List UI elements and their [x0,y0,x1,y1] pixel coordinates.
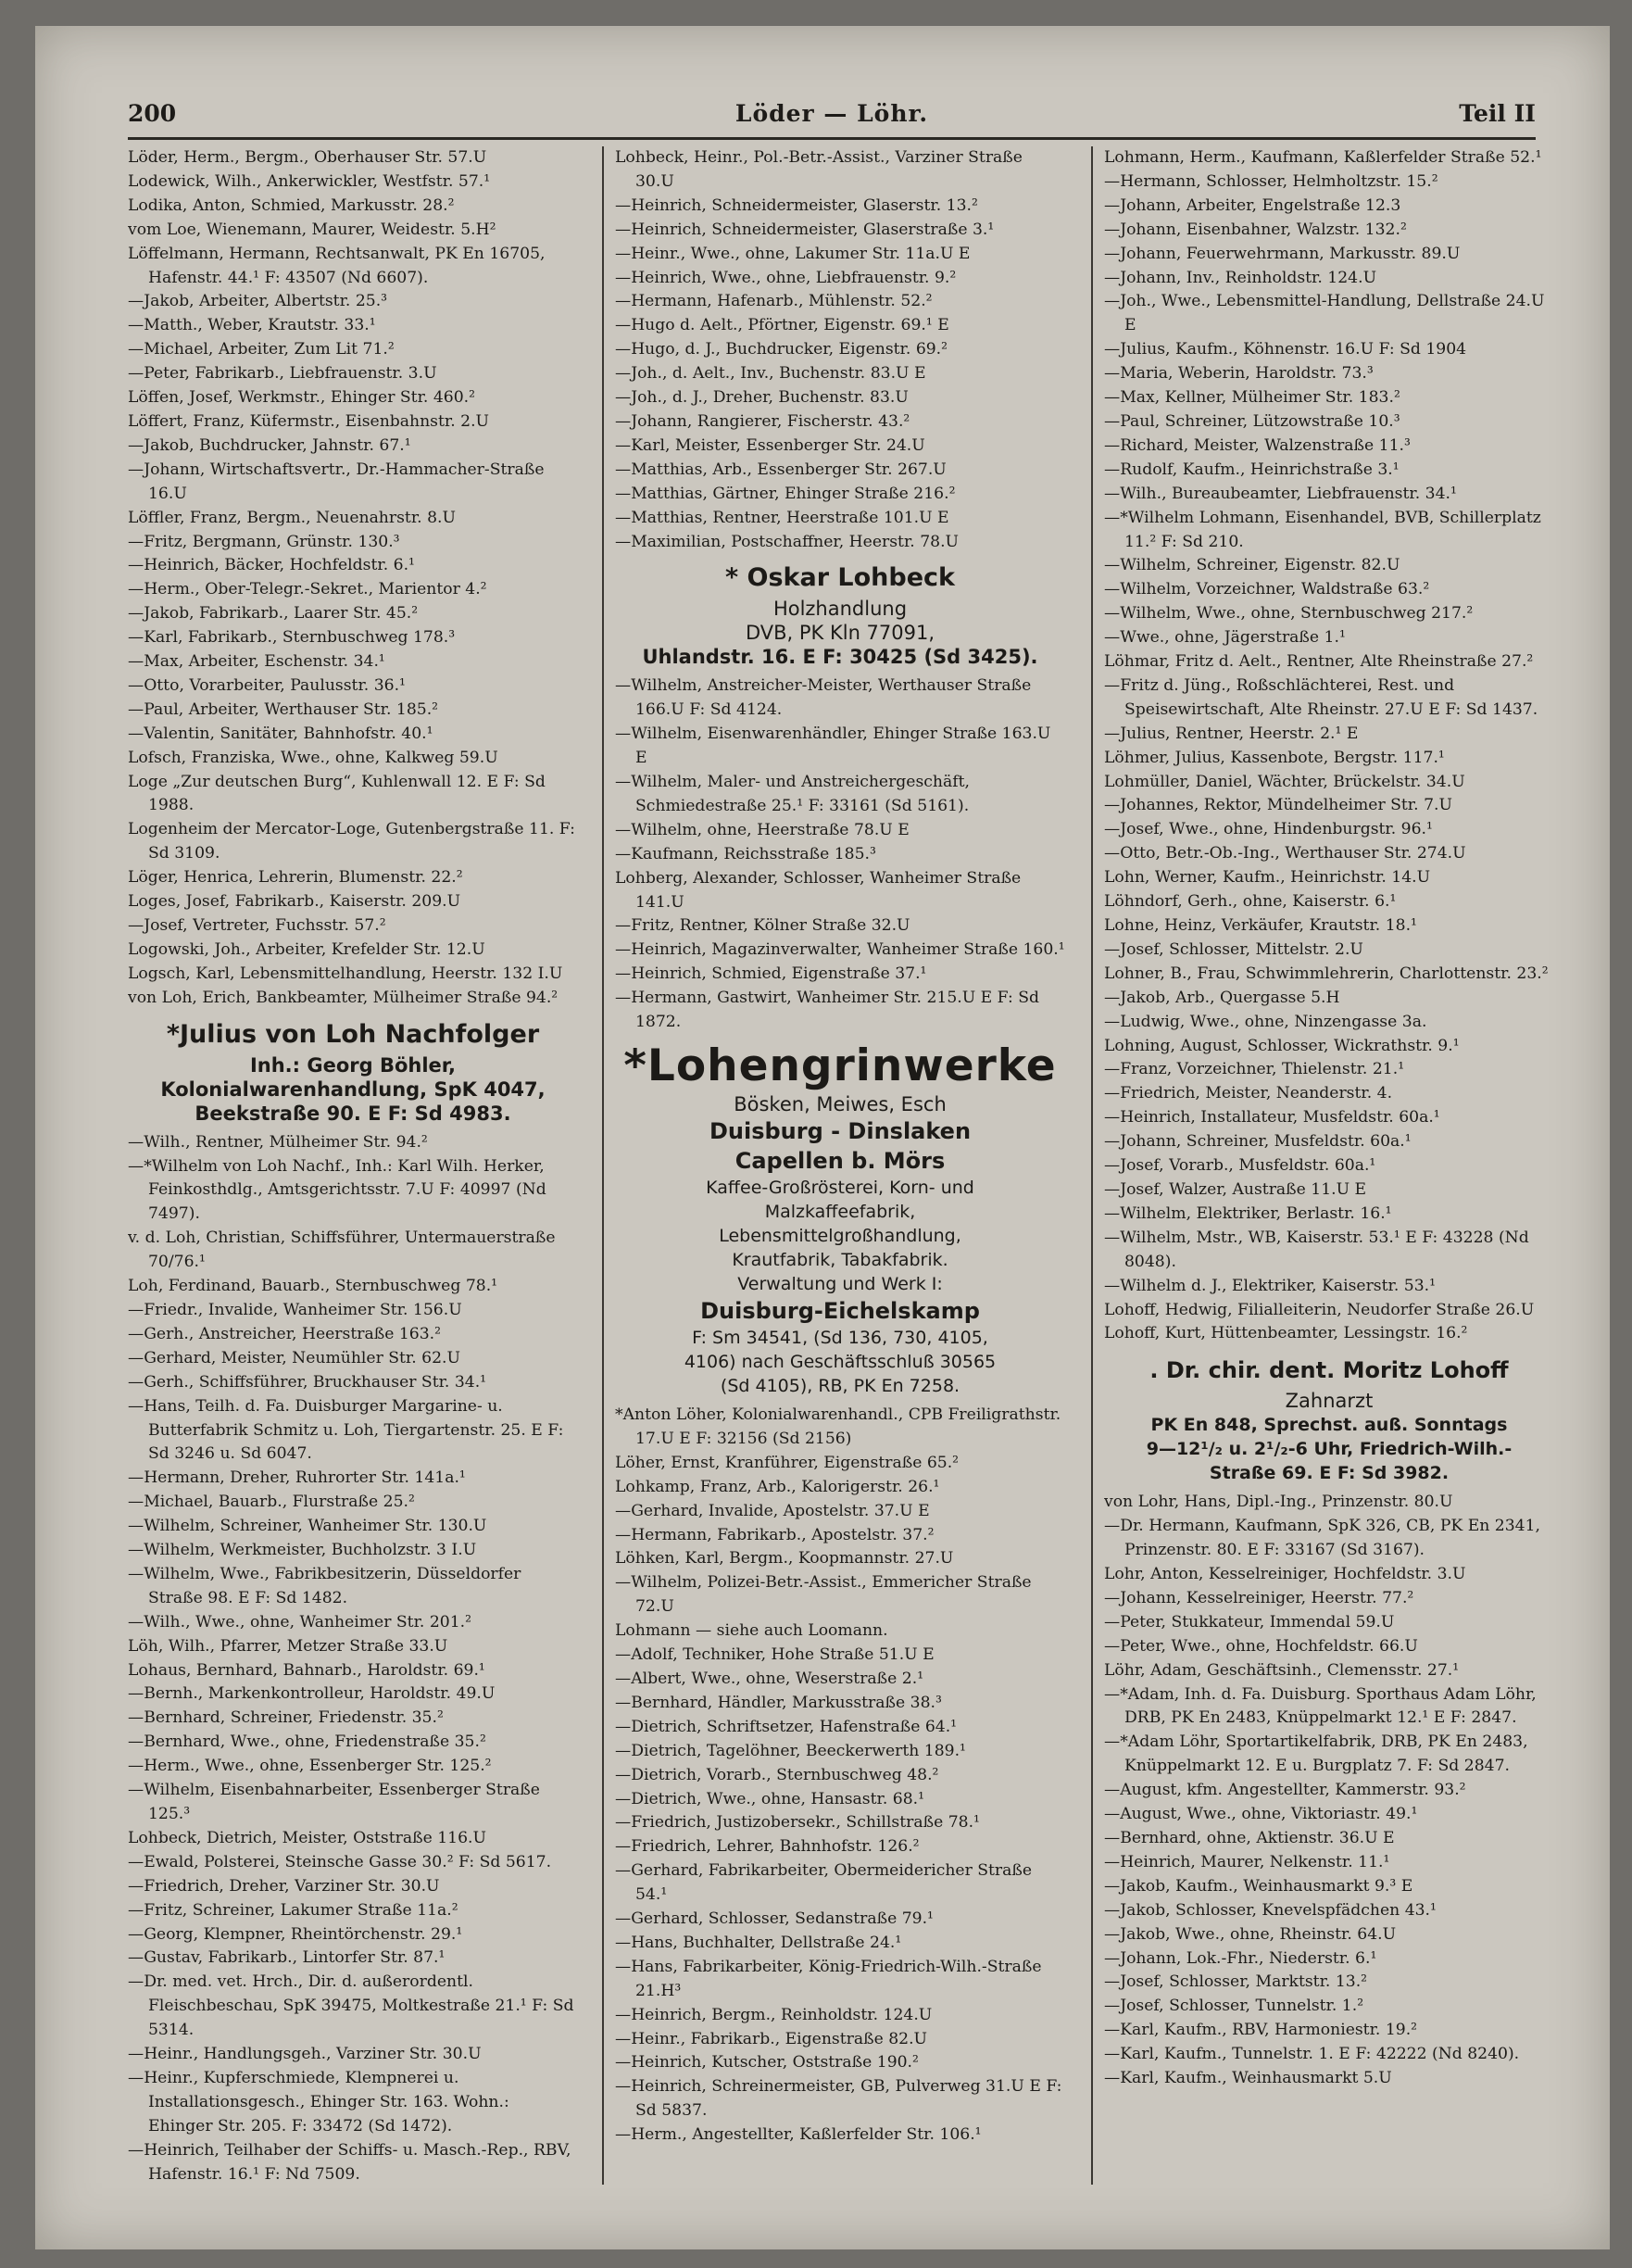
ad-line: Duisburg-Eichelskamp [700,1298,980,1324]
directory-entry: Lohoff, Kurt, Hüttenbeamter, Lessingstr. 16.² [1104,1324,1468,1343]
directory-entry: —Hermann, Dreher, Ruhrorter Str. 141a.¹ [128,1468,466,1488]
directory-entry: —Jakob, Fabrikarb., Laarer Str. 45.² [128,604,419,624]
directory-entry: Lofsch, Franziska, Wwe., ohne, Kalkweg 59.U [128,748,498,767]
directory-entry: —Maximilian, Postschaffner, Heerstr. 78.U [615,532,960,551]
directory-entry: —Heinr., Handlungsgeh., Varziner Str. 30.U [128,2045,482,2064]
directory-entry: —Jakob, Kaufm., Weinhausmarkt 9.³ E [1104,1876,1413,1896]
directory-entry: —Karl, Fabrikarb., Sternbuschweg 178.³ [128,628,456,648]
directory-entry: Logowski, Joh., Arbeiter, Krefelder Str. 12.U [128,939,485,959]
directory-entry: —Joh., d. Aelt., Inv., Buchenstr. 83.U E [615,364,926,384]
directory-entry: —Wilh., Bureaubeamter, Liebfrauenstr. 34.¹ [1104,484,1457,503]
directory-entry: —Wilhelm, Maler- und Anstreichergeschäft, Schmiedestraße 25.¹ F: 33161 (Sd 5161). [615,773,970,815]
directory-entry: —Johann, Wirtschaftsvertr., Dr.-Hammacher-Straße 16.U [128,460,545,503]
ad-oskar-lohbeck [615,560,1065,669]
directory-entry: —Matth., Weber, Krautstr. 33.¹ [128,316,376,335]
directory-entry: —Gerhard, Schlosser, Sedanstraße 79.¹ [615,1909,934,1929]
directory-entry: —Dietrich, Tagelöhner, Beeckerwerth 189.¹ [615,1741,966,1760]
directory-entry: —Hermann, Gastwirt, Wanheimer Str. 215.U E F: Sd 1872. [615,989,1040,1032]
directory-entry: Löder, Herm., Bergm., Oberhauser Str. 57.U [128,148,487,167]
directory-entry: —Dietrich, Vorarb., Sternbuschweg 48.² [615,1765,939,1784]
ad-moritz-lohoff [1104,1352,1554,1485]
directory-entry: —Bernhard, Wwe., ohne, Friedenstraße 35.² [128,1732,486,1752]
directory-entry: —Jakob, Arb., Quergasse 5.H [1104,988,1340,1007]
directory-entry: —Bernhard, Händler, Markusstraße 38.³ [615,1693,942,1712]
directory-entry: —Paul, Schreiner, Lützowstraße 10.³ [1104,411,1400,431]
directory-entry: —Friedrich, Justizobersekr., Schillstraße 78.¹ [615,1813,980,1833]
directory-entry: —Hans, Teilh. d. Fa. Duisburger Margarine- u. Butterfabrik Schmitz u. Loh, Tiergartenstr. 25. E F: Sd 3246 u. Sd 6047. [128,1396,564,1464]
directory-entry: Lohmann — siehe auch Loomann. [615,1621,888,1641]
directory-entry: —Matthias, Arb., Essenberger Str. 267.U [615,460,947,479]
directory-entry: —Friedrich, Dreher, Varziner Str. 30.U [128,1876,440,1896]
directory-entry: —Otto, Betr.-Ob.-Ing., Werthauser Str. 274.U [1104,844,1466,863]
ad-lohengrinwerke [615,1040,1065,1398]
directory-entry: —Heinrich, Teilhaber der Schiffs- u. Masch.-Rep., RBV, Hafenstr. 16.¹ F: Nd 7509. [128,2140,571,2184]
directory-entry: Lodika, Anton, Schmied, Markusstr. 28.² [128,195,455,215]
ad-line: Verwaltung und Werk I: [737,1274,943,1294]
directory-entry: —Kaufmann, Reichsstraße 185.³ [615,844,876,863]
directory-entry: —*Wilhelm Lohmann, Eisenhandel, BVB, Schillerplatz 11.² F: Sd 210. [1104,508,1541,551]
directory-entry: Lohner, B., Frau, Schwimmlehrerin, Charlottenstr. 23.² [1104,964,1549,983]
directory-entry: Löffen, Josef, Werkmstr., Ehinger Str. 460.² [128,388,475,408]
column-2-entries-c [615,1404,1065,2148]
ad-julius-von-loh [128,1016,578,1126]
ad-line: Zahnarzt [1285,1390,1374,1413]
ad-line: (Sd 4105), RB, PK En 7258. [720,1376,960,1396]
directory-entry: Lohmüller, Daniel, Wächter, Brückelstr. 34.U [1104,772,1465,791]
ad-line: Krautfabrik, Tabakfabrik. [732,1250,948,1270]
directory-entry: —Valentin, Sanitäter, Bahnhofstr. 40.¹ [128,724,433,743]
directory-entry: —Wilhelm, Mstr., WB, Kaiserstr. 53.¹ E F: 43228 (Nd 8048). [1104,1228,1529,1271]
directory-entry: —Fritz, Bergmann, Grünstr. 130.³ [128,532,400,551]
directory-entry: —Dietrich, Schriftsetzer, Hafenstraße 64.¹ [615,1717,958,1736]
header-rule [128,137,1536,140]
ad-line: Bösken, Meiwes, Esch [734,1093,947,1115]
directory-entry: —Wilhelm, Polizei-Betr.-Assist., Emmericher Straße 72.U [615,1573,1032,1617]
ad-line: PK En 848, Sprechst. auß. Sonntags [1150,1415,1508,1436]
directory-entry: Löger, Henrica, Lehrerin, Blumenstr. 22.² [128,868,463,888]
directory-entry: —Gerhard, Invalide, Apostelstr. 37.U E [615,1501,930,1520]
directory-entry: —Bernhard, Schreiner, Friedenstr. 35.² [128,1708,444,1728]
directory-entry: —Wilhelm, Schreiner, Wanheimer Str. 130.U [128,1517,487,1536]
directory-entry: —Adolf, Techniker, Hohe Straße 51.U E [615,1645,935,1665]
directory-entry: —Wilhelm, Werkmeister, Buchholzstr. 3 I.U [128,1541,477,1560]
directory-entry: —Heinrich, Kutscher, Oststraße 190.² [615,2053,919,2073]
directory-entry: —Friedr., Invalide, Wanheimer Str. 156.U [128,1300,462,1319]
directory-entry: —Hermann, Schlosser, Helmholtzstr. 15.² [1104,171,1438,191]
directory-entry: —Fritz d. Jüng., Roßschlächterei, Rest. und Speisewirtschaft, Alte Rheinstr. 27.U E F: Sd 1437. [1104,675,1538,719]
directory-entry: —*Wilhelm von Loh Nachf., Inh.: Karl Wilh. Herker, Feinkosthdlg., Amtsgerichtsstr. 7.U F: 40997 (Nd 7497). [128,1156,546,1224]
directory-entry: v. d. Loh, Christian, Schiffsführer, Untermauerstraße 70/76.¹ [128,1228,556,1272]
ad-line: Capellen b. Mörs [734,1148,946,1174]
directory-entry: —Gerhard, Meister, Neumühler Str. 62.U [128,1348,461,1367]
ad-line: Uhlandstr. 16. E F: 30425 (Sd 3425). [642,646,1038,669]
directory-entry: —Wilhelm, Wwe., Fabrikbesitzerin, Düsseldorfer Straße 98. E F: Sd 1482. [128,1564,521,1607]
directory-entry: —Fritz, Schreiner, Lakumer Straße 11a.² [128,1900,458,1920]
directory-entry: —Heinr., Kupferschmiede, Klempnerei u. Installationsgesch., Ehinger Str. 163. Wohn.: Ehinger Str. 205. F: 33472 (Sd 1472). [128,2068,509,2136]
column-1-entries-b [128,1131,578,2185]
directory-entry: *Anton Löher, Kolonialwarenhandl., CPB Freiligrathstr. 17.U E F: 32156 (Sd 2156) [615,1405,1061,1448]
directory-entry: —Friedrich, Lehrer, Bahnhofstr. 126.² [615,1837,920,1857]
directory-entry: —Wilh., Wwe., ohne, Wanheimer Str. 201.² [128,1612,471,1632]
directory-entry: —Karl, Kaufm., Weinhausmarkt 5.U [1104,2069,1392,2088]
directory-entry: —Josef, Vorarb., Musfeldstr. 60a.¹ [1104,1156,1376,1176]
directory-entry: —Gerhard, Fabrikarbeiter, Obermeidericher Straße 54.¹ [615,1861,1033,1905]
directory-entry: vom Loe, Wienemann, Maurer, Weidestr. 5.H² [128,220,496,239]
column-3-entries-b [1104,1491,1554,2091]
directory-entry: —Maria, Weberin, Haroldstr. 73.³ [1104,364,1374,384]
ad-line: 4106) nach Geschäftsschluß 30565 [684,1352,997,1372]
directory-entry: —Johann, Feuerwehrmann, Markusstr. 89.U [1104,244,1461,263]
directory-entry: —Hugo, d. J., Buchdrucker, Eigenstr. 69.² [615,340,948,359]
directory-entry: Löffert, Franz, Küfermstr., Eisenbahnstr. 2.U [128,411,490,431]
directory-entry: Löhken, Karl, Bergm., Koopmannstr. 27.U [615,1549,954,1569]
directory-entry: —Heinrich, Magazinverwalter, Wanheimer Straße 160.¹ [615,940,1065,960]
column-divider-1 [602,146,604,2185]
directory-entry: —Joh., Wwe., Lebensmittel-Handlung, Dellstraße 24.U E [1104,292,1545,335]
directory-entry: —Wilhelm, Anstreicher-Meister, Werthauser Straße 166.U F: Sd 4124. [615,676,1032,720]
directory-entry: —Bernh., Markenkontrolleur, Haroldstr. 49.U [128,1684,496,1704]
directory-entry: —Richard, Meister, Walzenstraße 11.³ [1104,435,1411,455]
directory-entry: —Joh., d. J., Dreher, Buchenstr. 83.U [615,388,909,408]
directory-entry: —Karl, Kaufm., Tunnelstr. 1. E F: 42222 (Nd 8240). [1104,2045,1520,2064]
directory-entry: Lohaus, Bernhard, Bahnarb., Haroldstr. 69.¹ [128,1660,485,1680]
running-title: Löder — Löhr. [734,100,929,127]
directory-entry: —Wilhelm d. J., Elektriker, Kaiserstr. 53.¹ [1104,1276,1437,1295]
directory-entry: —Paul, Arbeiter, Werthauser Str. 185.² [128,699,439,719]
directory-entry: —Bernhard, ohne, Aktienstr. 36.U E [1104,1829,1395,1847]
ad-line: Kolonialwarenhandlung, SpK 4047, [160,1077,546,1101]
directory-entry: Lohmann, Herm., Kaufmann, Kaßlerfelder Straße 52.¹ [1104,148,1542,167]
column-1 [128,146,578,2185]
ad-line: Holzhandlung [772,598,908,621]
column-1-entries-a [128,146,578,1011]
directory-entry: —Josef, Wwe., ohne, Hindenburgstr. 96.¹ [1104,820,1433,839]
directory-entry: Löffler, Franz, Bergm., Neuenahrstr. 8.U [128,508,456,527]
column-3 [1104,146,1554,2185]
directory-entry: —Friedrich, Meister, Neanderstr. 4. [1104,1084,1393,1103]
directory-entry: Lohbeck, Dietrich, Meister, Oststraße 116.U [128,1828,486,1847]
directory-entry: —Otto, Vorarbeiter, Paulusstr. 36.¹ [128,675,406,695]
directory-entry: —Dr. Hermann, Kaufmann, SpK 326, CB, PK En 2341, Prinzenstr. 80. E F: 33167 (Sd 3167). [1104,1517,1541,1560]
ad-title: *Julius von Loh Nachfolger [166,1019,540,1049]
directory-entry: —Gustav, Fabrikarb., Lintorfer Str. 87.¹ [128,1948,446,1968]
ad-line: DVB, PK Kln 77091, [745,622,935,645]
directory-entry: —Wilhelm, Elektriker, Berlastr. 16.¹ [1104,1203,1392,1223]
directory-entry: —Heinrich, Schmied, Eigenstraße 37.¹ [615,964,927,984]
directory-entry: —Heinr., Wwe., ohne, Lakumer Str. 11a.U E [615,244,971,263]
directory-entry: Löffelmann, Hermann, Rechtsanwalt, PK En 16705, Hafenstr. 44.¹ F: 43507 (Nd 6607). [128,244,546,287]
directory-entry: Löhmar, Fritz d. Aelt., Rentner, Alte Rheinstraße 27.² [1104,652,1534,672]
directory-entry: —Josef, Vertreter, Fuchsstr. 57.² [128,916,386,935]
directory-entry: —Johann, Lok.-Fhr., Niederstr. 6.¹ [1104,1948,1377,1968]
directory-entry: —Jakob, Arbeiter, Albertstr. 25.³ [128,292,388,311]
directory-entry: —Dietrich, Wwe., ohne, Hansastr. 68.¹ [615,1789,924,1808]
directory-entry: —Johann, Rangierer, Fischerstr. 43.² [615,411,910,431]
ad-title: * Oskar Lohbeck [724,563,955,593]
directory-entry: —August, Wwe., ohne, Viktoriastr. 49.¹ [1104,1805,1418,1824]
ad-line: F: Sm 34541, (Sd 136, 730, 4105, [692,1328,988,1348]
directory-entry: —Herm., Ober-Telegr.-Sekret., Marientor 4.² [128,580,487,599]
directory-entry: —Heinrich, Schneidermeister, Glaserstr. 13.² [615,195,978,215]
directory-entry: —Josef, Schlosser, Mittelstr. 2.U [1104,939,1363,959]
directory-entry: —Karl, Meister, Essenberger Str. 24.U [615,435,925,455]
directory-entry: —Karl, Kaufm., RBV, Harmoniestr. 19.² [1104,2021,1418,2040]
directory-entry: —Matthias, Gärtner, Ehinger Straße 216.² [615,484,956,503]
directory-entry: —Franz, Vorzeichner, Thielenstr. 21.¹ [1104,1060,1405,1079]
directory-entry: Löhr, Adam, Geschäftsinh., Clemensstr. 27.¹ [1104,1660,1460,1680]
directory-entry: —Jakob, Wwe., ohne, Rheinstr. 64.U [1104,1924,1397,1944]
directory-entry: —Jakob, Buchdrucker, Jahnstr. 67.¹ [128,435,411,455]
directory-entry: Lohning, August, Schlosser, Wickrathstr. 9.¹ [1104,1036,1460,1055]
directory-entry: —Herm., Wwe., ohne, Essenberger Str. 125.² [128,1757,492,1776]
ad-line: Duisburg - Dinslaken [709,1118,972,1144]
directory-entry: —Heinrich, Schneidermeister, Glaserstraße 3.¹ [615,220,995,239]
directory-entry: Logsch, Karl, Lebensmittelhandlung, Heerstr. 132 I.U [128,964,563,983]
directory-entry: —Michael, Arbeiter, Zum Lit 71.² [128,340,395,359]
directory-entry: Löh, Wilh., Pfarrer, Metzer Straße 33.U [128,1636,448,1656]
column-3-entries-a [1104,146,1554,1346]
directory-entry: —Johann, Eisenbahner, Walzstr. 132.² [1104,220,1407,239]
directory-entry: —Herm., Angestellter, Kaßlerfelder Str. 106.¹ [615,2125,982,2145]
ad-title: . Dr. chir. dent. Moritz Lohoff [1149,1357,1509,1384]
page-header [128,89,1536,135]
directory-entry: —Gerh., Anstreicher, Heerstraße 163.² [128,1324,441,1343]
directory-entry: —Wilhelm, Schreiner, Eigenstr. 82.U [1104,556,1400,575]
directory-entry: —Julius, Rentner, Heerstr. 2.¹ E [1104,724,1359,743]
ad-line: Beekstraße 90. E F: Sd 4983. [195,1102,511,1125]
directory-entry: Loge „Zur deutschen Burg“, Kuhlenwall 12. E F: Sd 1988. [128,772,546,815]
directory-entry: —Peter, Wwe., ohne, Hochfeldstr. 66.U [1104,1636,1418,1656]
directory-entry: Lohberg, Alexander, Schlosser, Wanheimer Straße 141.U [615,868,1022,912]
directory-entry: —Heinrich, Bergm., Reinholdstr. 124.U [615,2005,933,2024]
directory-entry: —Johann, Arbeiter, Engelstraße 12.3 [1104,195,1401,215]
directory-entry: —Jakob, Schlosser, Knevelspfädchen 43.¹ [1104,1900,1437,1920]
directory-entry: —Rudolf, Kaufm., Heinrichstraße 3.¹ [1104,460,1400,479]
directory-entry: —Dr. med. vet. Hrch., Dir. d. außerordentl. Fleischbeschau, SpK 39475, Moltkestraße 21.¹ F: Sd 5314. [128,1972,574,2040]
directory-entry: Lohkamp, Franz, Arb., Kalorigerstr. 26.¹ [615,1477,940,1496]
page-number: 200 [128,100,177,127]
directory-entry: —Hermann, Hafenarb., Mühlenstr. 52.² [615,292,933,311]
directory-entry: —Julius, Kaufm., Köhnenstr. 16.U F: Sd 1904 [1104,340,1467,359]
directory-entry: Löhmer, Julius, Kassenbote, Bergstr. 117.¹ [1104,748,1445,767]
directory-entry: von Loh, Erich, Bankbeamter, Mülheimer Straße 94.² [128,988,559,1007]
ad-line: 9—12¹/₂ u. 2¹/₂-6 Uhr, Friedrich-Wilh.- [1146,1439,1513,1460]
ad-title: *Lohengrinwerke [623,1040,1057,1091]
ad-line: Kaffee-Großrösterei, Korn- und [706,1178,974,1198]
directory-entry: —Georg, Klempner, Rheintörchenstr. 29.¹ [128,1924,463,1944]
directory-entry: —Johann, Kesselreiniger, Heerstr. 77.² [1104,1588,1414,1607]
directory-entry: Löher, Ernst, Kranführer, Eigenstraße 65.² [615,1453,960,1472]
directory-entry: —Max, Arbeiter, Eschenstr. 34.¹ [128,652,385,672]
directory-entry: Lodewick, Wilh., Ankerwickler, Westfstr. 57.¹ [128,171,491,191]
directory-entry: —Albert, Wwe., ohne, Weserstraße 2.¹ [615,1669,924,1688]
directory-entry: —Wwe., ohne, Jägerstraße 1.¹ [1104,628,1346,648]
directory-entry: Loges, Josef, Fabrikarb., Kaiserstr. 209.U [128,892,461,912]
directory-entry: —Peter, Stukkateur, Immendal 59.U [1104,1612,1395,1632]
directory-entry: —Johann, Inv., Reinholdstr. 124.U [1104,268,1377,287]
directory-entry: —Wilhelm, Wwe., ohne, Sternbuschweg 217.² [1104,604,1474,624]
directory-entry: —Heinrich, Wwe., ohne, Liebfrauenstr. 9.² [615,268,957,287]
column-2-entries-b [615,674,1065,1035]
directory-entry: von Lohr, Hans, Dipl.-Ing., Prinzenstr. 80.U [1104,1493,1453,1512]
directory-entry: —Ewald, Polsterei, Steinsche Gasse 30.² F: Sd 5617. [128,1852,552,1871]
directory-entry: —Wilh., Rentner, Mülheimer Str. 94.² [128,1132,428,1152]
directory-entry: —August, kfm. Angestellter, Kammerstr. 93.² [1104,1781,1466,1800]
directory-entry: —Michael, Bauarb., Flurstraße 25.² [128,1493,415,1512]
directory-entry: Lohn, Werner, Kaufm., Heinrichstr. 14.U [1104,868,1431,888]
directory-entry: —Heinrich, Bäcker, Hochfeldstr. 6.¹ [128,556,415,575]
directory-entry: —Wilhelm, ohne, Heerstraße 78.U E [615,820,910,839]
column-divider-2 [1091,146,1093,2185]
directory-entry: —Josef, Schlosser, Tunnelstr. 1.² [1104,1997,1364,2016]
directory-entry: —*Adam Löhr, Sportartikelfabrik, DRB, PK En 2483, Knüppelmarkt 12. E u. Burgplatz 7. F: Sd 2847. [1104,1732,1528,1776]
directory-entry: Lohr, Anton, Kesselreiniger, Hochfeldstr. 3.U [1104,1565,1466,1584]
directory-entry: —Josef, Walzer, Austraße 11.U E [1104,1179,1367,1199]
directory-entry: —Ludwig, Wwe., ohne, Ninzengasse 3a. [1104,1012,1427,1031]
directory-entry: Lohoff, Hedwig, Filialleiterin, Neudorfer Straße 26.U [1104,1300,1535,1319]
directory-entry: Lohbeck, Heinr., Pol.-Betr.-Assist., Varziner Straße 30.U [615,148,1023,191]
directory-entry: —Johannes, Rektor, Mündelheimer Str. 7.U [1104,796,1452,815]
directory-entry: —Fritz, Rentner, Kölner Straße 32.U [615,916,910,936]
ad-line: Straße 69. E F: Sd 3982. [1209,1463,1450,1484]
directory-entry: —Josef, Schlosser, Marktstr. 13.² [1104,1972,1368,1992]
directory-entry: —Heinrich, Installateur, Musfeldstr. 60a.¹ [1104,1108,1440,1128]
ad-line: Inh.: Georg Böhler, [249,1053,457,1077]
directory-entry: Loh, Ferdinand, Bauarb., Sternbuschweg 78.¹ [128,1277,498,1296]
directory-entry: —Hugo d. Aelt., Pförtner, Eigenstr. 69.¹ E [615,316,949,335]
directory-entry: —Hermann, Fabrikarb., Apostelstr. 37.² [615,1525,935,1544]
directory-entry: —Heinrich, Maurer, Nelkenstr. 11.¹ [1104,1852,1390,1871]
directory-entry: —Hans, Fabrikarbeiter, König-Friedrich-Wilh.-Straße 21.H³ [615,1957,1042,2000]
ad-line: Malzkaffeefabrik, [764,1202,916,1222]
directory-entry: —Matthias, Rentner, Heerstraße 101.U E [615,508,949,527]
directory-entry: —Wilhelm, Eisenwarenhändler, Ehinger Straße 163.U E [615,724,1051,768]
directory-entry: —Heinr., Fabrikarb., Eigenstraße 82.U [615,2029,928,2048]
column-2 [615,146,1065,2185]
directory-entry: —Heinrich, Schreinermeister, GB, Pulverweg 31.U E F: Sd 5837. [615,2077,1062,2121]
directory-entry: —Hans, Buchhalter, Dellstraße 24.¹ [615,1933,902,1952]
directory-entry: —*Adam, Inh. d. Fa. Duisburg. Sporthaus Adam Löhr, DRB, PK En 2483, Knüppelmarkt 12.¹ E F: 2847. [1104,1684,1537,1728]
part-label: Teil II [1459,100,1536,127]
directory-entry: —Max, Kellner, Mülheimer Str. 183.² [1104,388,1400,408]
directory-entry: —Peter, Fabrikarb., Liebfrauenstr. 3.U [128,364,437,384]
directory-entry: —Wilhelm, Eisenbahnarbeiter, Essenberger Straße 125.³ [128,1781,540,1823]
ad-line: Lebensmittelgroßhandlung, [719,1226,961,1246]
directory-entry: —Wilhelm, Vorzeichner, Waldstraße 63.² [1104,580,1430,599]
directory-entry: —Johann, Schreiner, Musfeldstr. 60a.¹ [1104,1132,1412,1152]
directory-entry: Löhndorf, Gerh., ohne, Kaiserstr. 6.¹ [1104,892,1397,912]
directory-entry: Logenheim der Mercator-Loge, Gutenbergstraße 11. F: Sd 3109. [128,820,575,863]
column-2-entries-a [615,146,1065,554]
directory-entry: Lohne, Heinz, Verkäufer, Krautstr. 18.¹ [1104,916,1417,935]
directory-entry: —Gerh., Schiffsführer, Bruckhauser Str. 34.¹ [128,1372,487,1392]
